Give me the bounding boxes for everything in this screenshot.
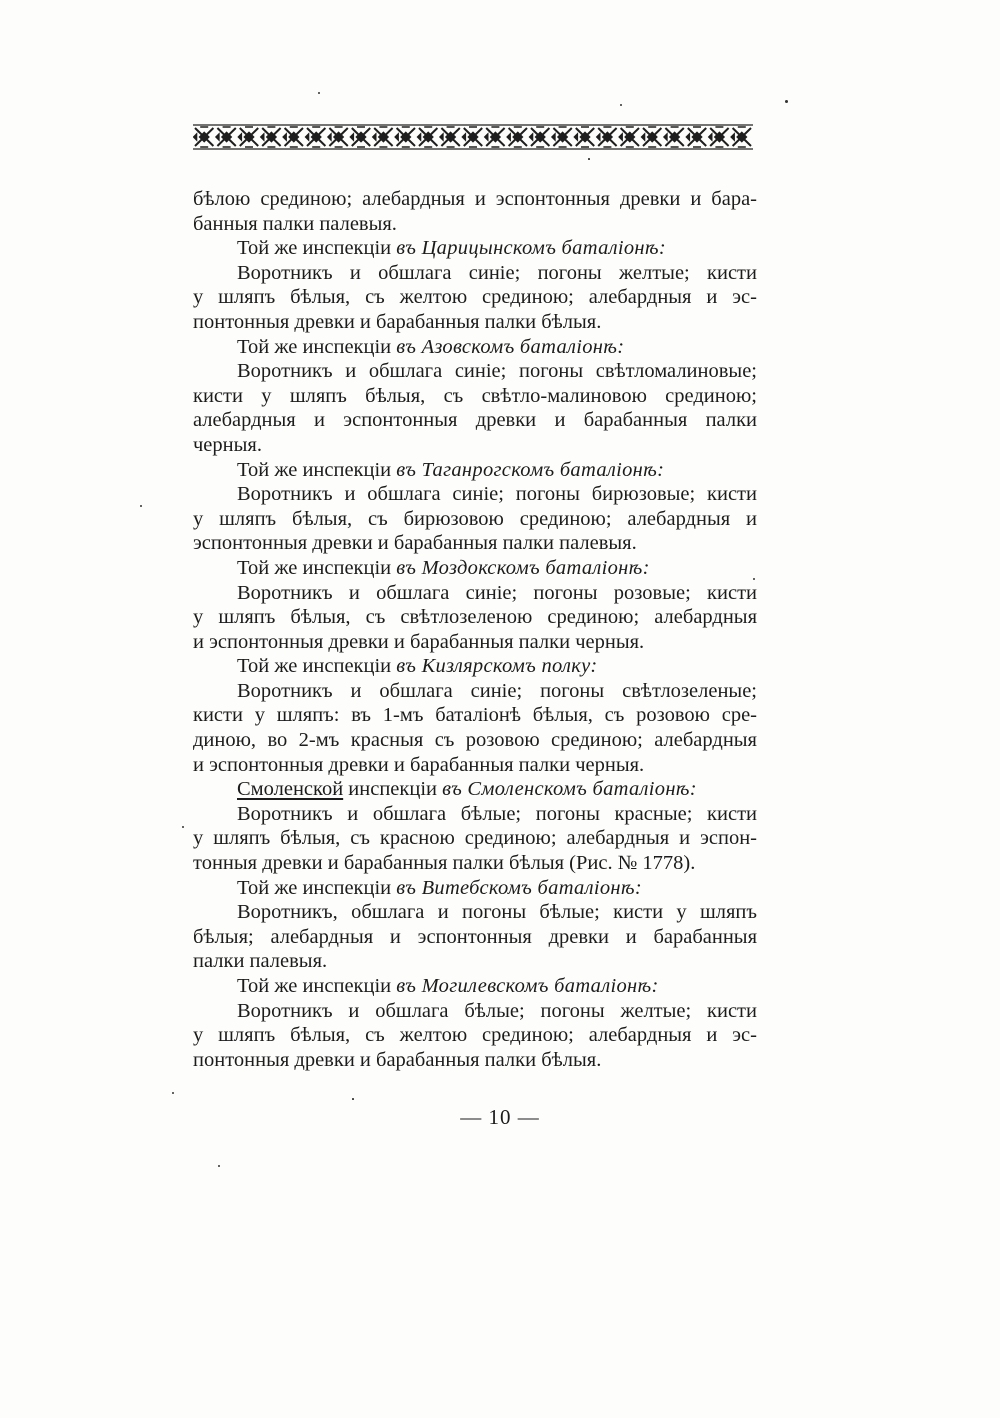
heading-unit-name: въ Кизлярскомъ полку: (396, 655, 598, 678)
heading-prefix: Той же инспекціи (237, 237, 392, 260)
heading-prefix: Той же инспекціи (237, 556, 392, 579)
text-line: бѣлыя; алебардныя и эспонтонныя древки и барабанныя (193, 925, 757, 948)
section-heading (193, 777, 757, 802)
text-line: Воротникъ и обшлага синіе; погоны свѣтлозеленые; (237, 679, 757, 702)
section-heading (193, 236, 757, 261)
text-line: Воротникъ и обшлага синіе; погоны желтые; кисти (237, 261, 757, 284)
scan-speck (318, 92, 320, 94)
scan-speck (172, 1092, 174, 1094)
section-heading (193, 876, 757, 901)
text-line: у шляпъ бѣлыя, съ желтою срединою; алебардныя и эс- (193, 1024, 757, 1047)
scan-speck (182, 826, 184, 828)
text-line: банныя палки палевыя. (193, 212, 397, 235)
text-line: Воротникъ, обшлага и погоны бѣлые; кисти у шляпъ (237, 901, 757, 924)
heading-unit-name: въ Могилевскомъ баталіонѣ: (396, 975, 659, 997)
scan-speck (620, 104, 622, 106)
scan-speck (588, 158, 590, 160)
heading-prefix: Той же инспекціи (237, 458, 392, 481)
text-line: Воротникъ и обшлага бѣлые; погоны красные; кисти (237, 802, 757, 825)
heading-prefix: инспекціи (348, 778, 438, 801)
heading-prefix: Той же инспекціи (237, 655, 392, 678)
text-line: у шляпъ бѣлыя, съ свѣтлозеленою срединою; алебардныя (193, 606, 757, 629)
heading-unit-name: въ Царицынскомъ баталіонѣ: (396, 237, 666, 260)
scan-speck (753, 578, 755, 580)
page-body-text (193, 187, 757, 1072)
text-line: у шляпъ бѣлыя, съ бирюзовою срединою; алебардныя и (193, 507, 757, 530)
text-line: палки палевыя. (193, 950, 328, 973)
text-line: понтонныя древки и барабанныя палки бѣлыя. (193, 310, 602, 333)
heading-unit-name: въ Азовскомъ баталіонѣ: (396, 335, 625, 358)
text-line: диною, во 2-мъ красныя съ розовою срединою; алебардныя (193, 729, 757, 752)
heading-unit-name: въ Таганрогскомъ баталіонѣ: (396, 458, 665, 481)
ornamental-header-band (193, 124, 753, 150)
scan-speck (352, 1098, 354, 1100)
text-line: у шляпъ бѣлыя, съ красною срединою; алебардныя и эспон- (193, 827, 757, 850)
scan-speck (785, 100, 788, 103)
scan-speck (218, 1165, 220, 1167)
section-heading (193, 974, 757, 999)
text-line: Воротникъ и обшлага бѣлые; погоны желтые; кисти (237, 999, 757, 1022)
heading-prefix: Той же инспекціи (237, 876, 392, 899)
heading-prefix: Той же инспекціи (237, 975, 392, 997)
section-heading (193, 654, 757, 679)
text-line: Воротникъ и обшлага синіе; погоны розовые; кисти (237, 581, 757, 604)
text-line: Воротникъ и обшлага синіе; погоны свѣтломалиновые; (237, 360, 757, 383)
scan-speck (140, 505, 142, 507)
text-line: алебардныя и эспонтонныя древки и барабанныя палки (193, 409, 757, 432)
heading-unit-name: въ Моздокскомъ баталіонѣ: (396, 556, 650, 579)
text-line: и эспонтонныя древки и барабанныя палки черныя. (193, 753, 645, 776)
text-line: черныя. (193, 433, 262, 456)
text-line: и эспонтонныя древки и барабанныя палки черныя. (193, 630, 645, 653)
text-line: кисти у шляпъ бѣлыя, съ свѣтло-малиновою срединою; (193, 384, 757, 407)
page-number: — 10 — (460, 1105, 540, 1129)
section-heading (193, 556, 757, 581)
text-line: понтонныя древки и барабанныя палки бѣлыя. (193, 1048, 602, 1071)
section-heading (193, 335, 757, 360)
text-line: Воротникъ и обшлага синіе; погоны бирюзовые; кисти (237, 483, 757, 506)
section-heading (193, 458, 757, 483)
text-line: у шляпъ бѣлыя, съ желтою срединою; алебардныя и эс- (193, 286, 757, 309)
text-line: тонныя древки и барабанныя палки бѣлыя (Рис. № 1778). (193, 852, 696, 875)
text-line: эспонтонныя древки и барабанныя палки палевыя. (193, 532, 637, 555)
text-line: бѣлою срединою; алебардныя и эспонтонныя древки и бара- (193, 188, 757, 210)
text-line: кисти у шляпъ: въ 1-мъ баталіонѣ бѣлыя, съ розовою сре- (193, 704, 757, 727)
heading-unit-name: въ Смоленскомъ баталіонѣ: (442, 778, 697, 801)
heading-unit-name: въ Витебскомъ баталіонѣ: (396, 876, 642, 899)
heading-underlined-word: Смоленской (237, 778, 344, 801)
heading-prefix: Той же инспекціи (237, 335, 392, 358)
